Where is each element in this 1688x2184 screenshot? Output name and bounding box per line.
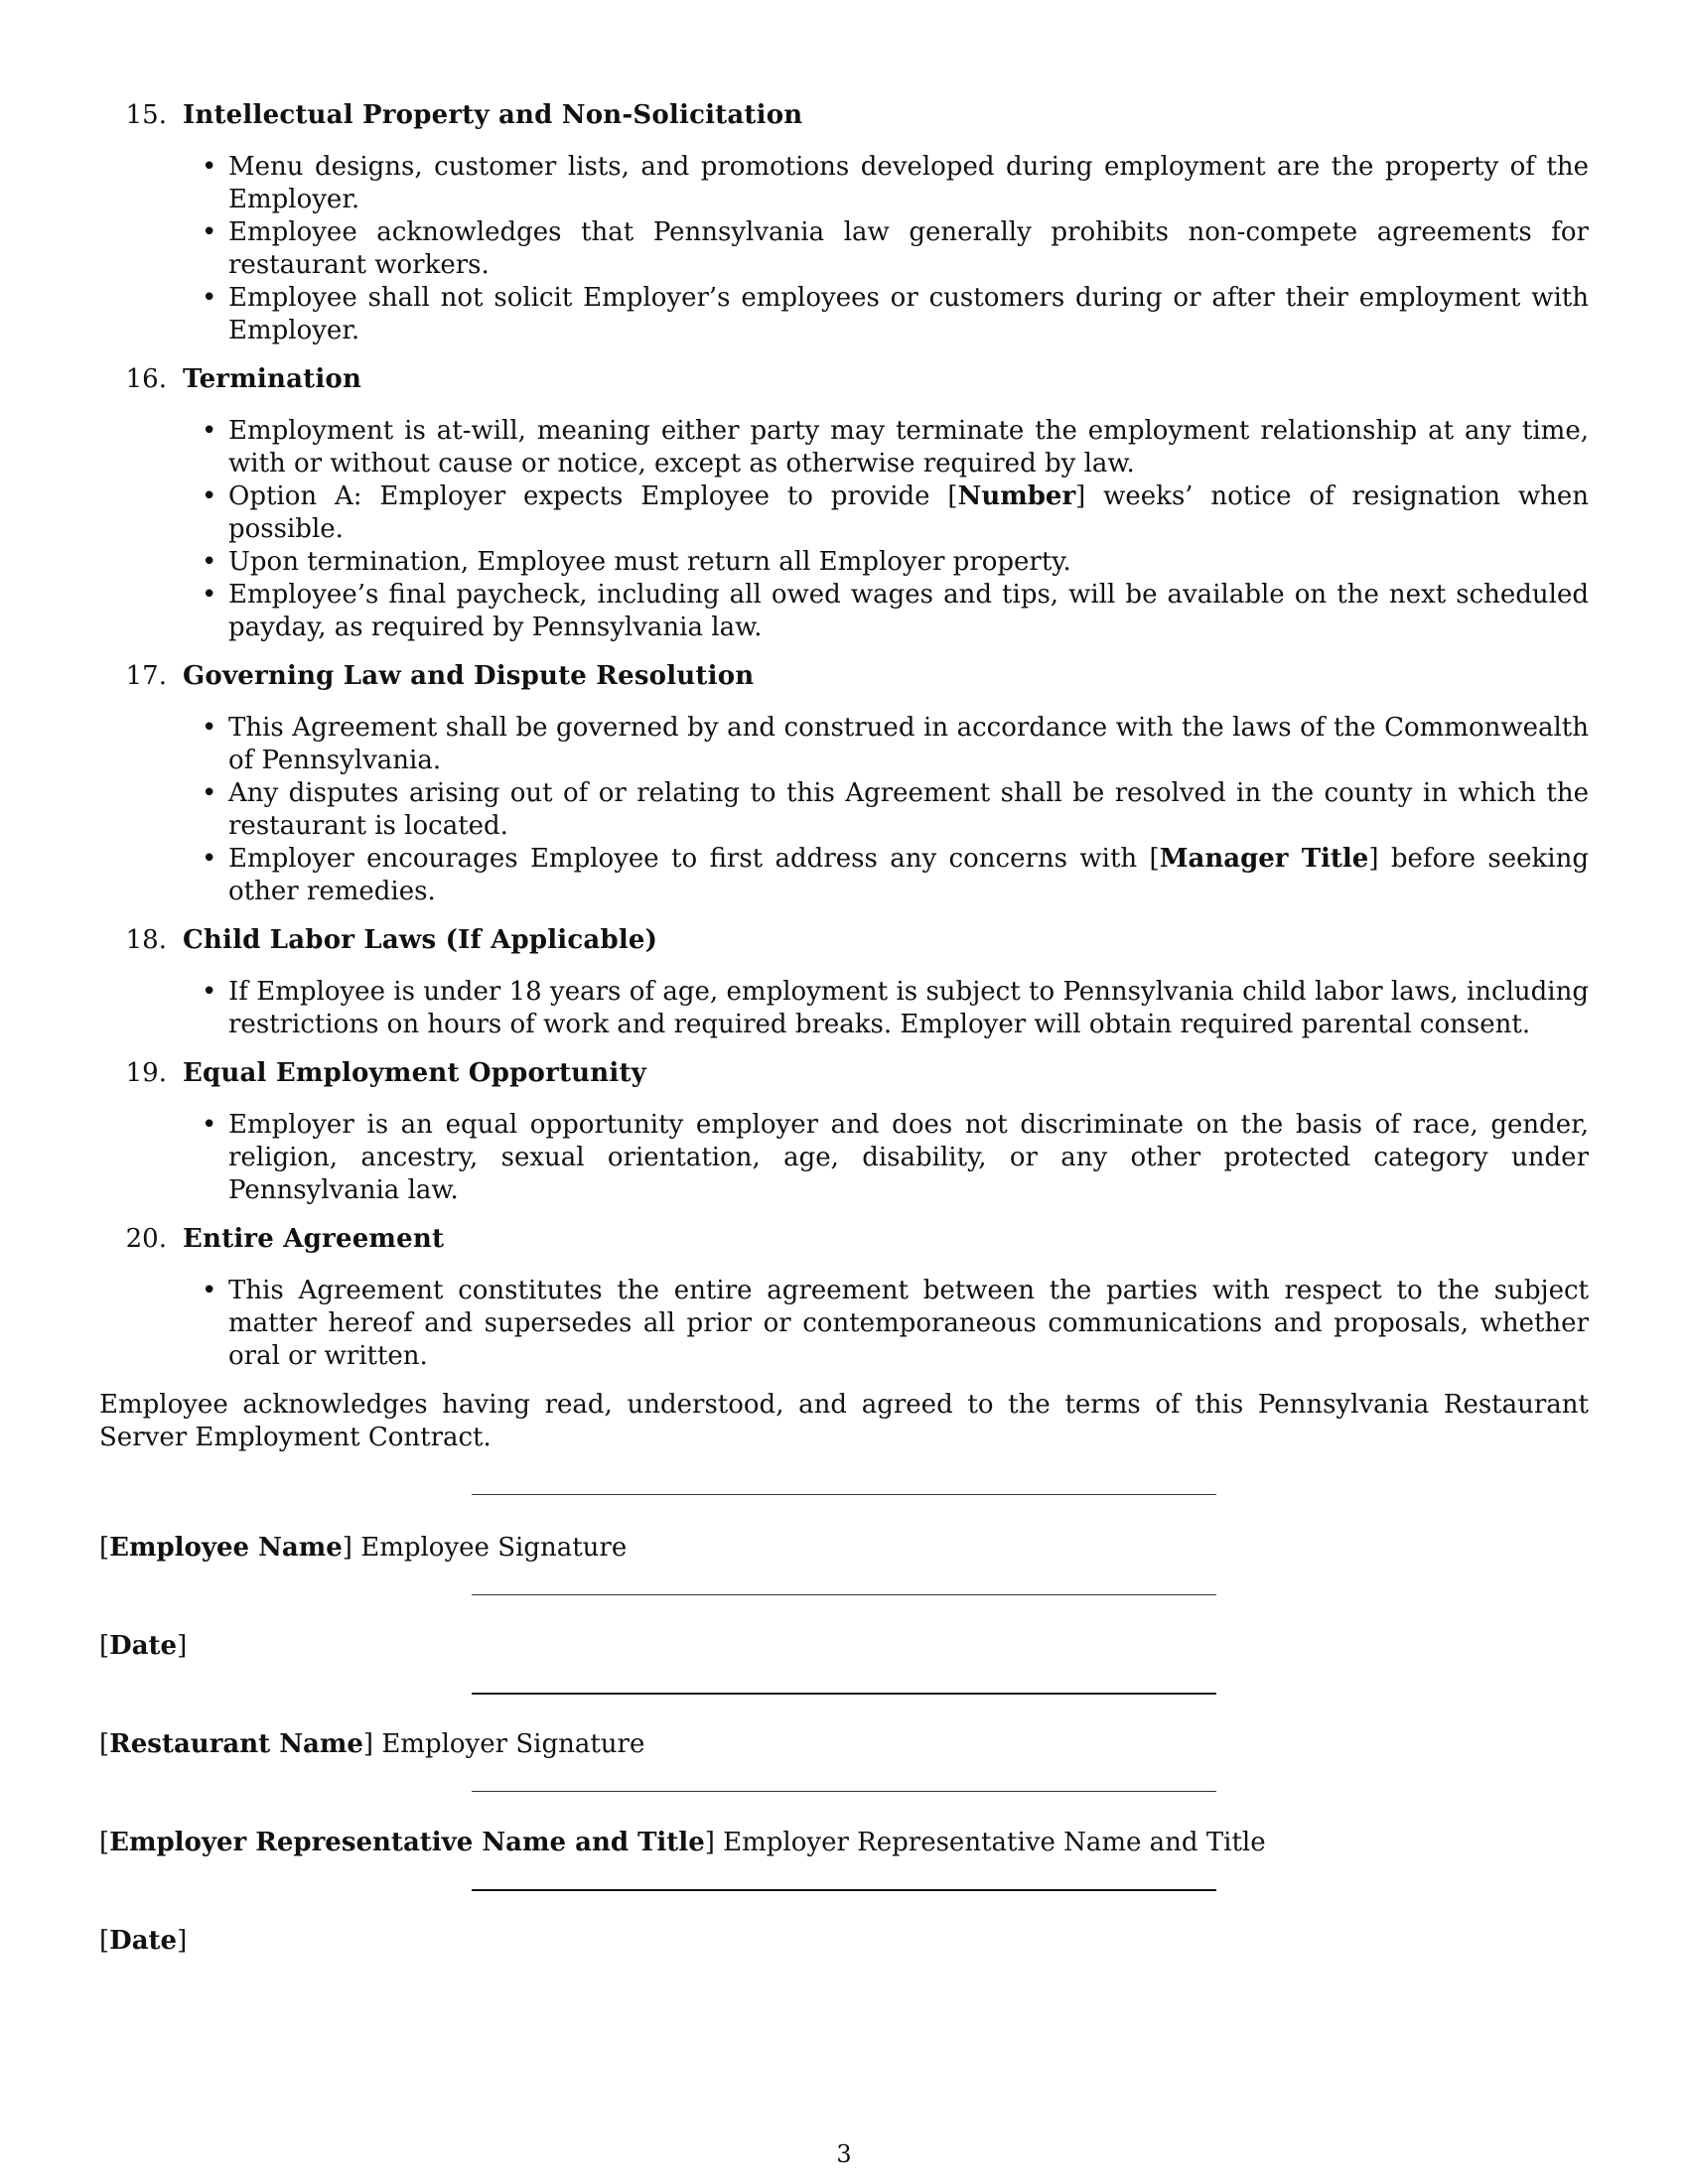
acknowledgment-paragraph: Employee acknowledges having read, understood, and agreed to the terms of this Pennsylvania Restaurant Server Employment Contract.	[99, 1390, 1589, 1452]
bullet-text: ] weeks’ notice of resignation when possible.	[228, 481, 1590, 544]
section	[99, 1057, 1589, 1207]
section-number: 17.	[125, 661, 167, 691]
bullet-item: • Menu designs, customer lists, and promotions developed during employment are the property of the Employer.	[228, 151, 1589, 216]
section-heading	[99, 99, 1589, 135]
page-number: 3	[836, 2140, 852, 2168]
section-heading	[99, 924, 1589, 960]
section	[99, 363, 1589, 644]
section	[99, 924, 1589, 1041]
signature-block	[99, 1749, 1589, 1857]
section-title: Entire Agreement	[183, 1224, 445, 1254]
placeholder-field: Date	[109, 1631, 178, 1661]
bullet-list	[99, 1275, 1589, 1373]
bullet-item: • Employee’s final paycheck, including all owed wages and tips, will be available on the next scheduled payday, as required by Pennsylvania law.	[228, 579, 1589, 644]
signature-line[interactable]	[472, 1889, 1216, 1891]
bullet-list	[99, 712, 1589, 908]
bullet-text: Option A: Employer expects Employee to provide [	[228, 481, 958, 511]
section-title: Equal Employment Opportunity	[183, 1058, 646, 1088]
bullet-item: • Employment is at-will, meaning either party may terminate the employment relationship at any time, with or without cause or notice, except as otherwise required by law.	[228, 415, 1589, 480]
bullet-item: • Employer is an equal opportunity employer and does not discriminate on the basis of race, gender, religion, ancestry, sexual orientation, age, disability, or any other protected category under Pennsylvania law.	[228, 1109, 1589, 1207]
placeholder-field: Employee Name	[109, 1533, 343, 1563]
signature-caption: Employer Signature	[381, 1729, 645, 1759]
signature-block	[99, 1553, 1589, 1661]
signature-caption: Employer Representative Name and Title	[723, 1828, 1266, 1857]
bullet-item: • This Agreement constitutes the entire agreement between the parties with respect to the subject matter hereof and supersedes all prior or contemporaneous communications and proposals, whether oral or written.	[228, 1275, 1589, 1373]
signature-block	[99, 1847, 1589, 1956]
bullet-item: • Any disputes arising out of or relating to this Agreement shall be resolved in the county in which the restaurant is located.	[228, 777, 1589, 843]
section-number: 15.	[125, 100, 167, 130]
signature-block	[99, 1454, 1589, 1563]
section-title: Intellectual Property and Non-Solicitation	[183, 100, 803, 130]
section-heading	[99, 1057, 1589, 1093]
placeholder-field: Restaurant Name	[109, 1729, 363, 1759]
bullet-list	[99, 1109, 1589, 1207]
bullet-list	[99, 976, 1589, 1041]
section-number: 16.	[125, 364, 167, 394]
bullet-item: • Employee acknowledges that Pennsylvania law generally prohibits non-compete agreements for restaurant workers.	[228, 216, 1589, 282]
bullet-item: • If Employee is under 18 years of age, employment is subject to Pennsylvania child labor laws, including restrictions on hours of work and required breaks. Employer will obtain required parental consent.	[228, 976, 1589, 1041]
bullet-text: ] before seeking other remedies.	[228, 844, 1589, 906]
sections-list	[99, 99, 1589, 1373]
signature-line[interactable]	[472, 1594, 1216, 1595]
section	[99, 1223, 1589, 1373]
bullet-item: • This Agreement shall be governed by and construed in accordance with the laws of the Commonwealth of Pennsylvania.	[228, 712, 1589, 777]
signature-label: [Restaurant Name] Employer Signature	[99, 1729, 645, 1759]
bullet-list	[99, 415, 1589, 644]
section-heading	[99, 660, 1589, 696]
section-title: Termination	[183, 364, 362, 394]
signature-line[interactable]	[472, 1494, 1216, 1495]
bullet-item: • Upon termination, Employee must return all Employer property.	[228, 546, 1589, 579]
signature-block	[99, 1651, 1589, 1759]
signature-label: [Employee Name] Employee Signature	[99, 1533, 628, 1563]
section-title: Child Labor Laws (If Applicable)	[183, 925, 658, 955]
section	[99, 99, 1589, 347]
signature-label: [Date]	[99, 1631, 188, 1661]
signature-line[interactable]	[472, 1693, 1216, 1695]
signature-label: [Employer Representative Name and Title] Employer Representative Name and Title	[99, 1828, 1266, 1857]
bullet-item	[228, 480, 1589, 546]
placeholder-field: Manager Title	[1159, 844, 1369, 874]
signature-area	[99, 1454, 1589, 1956]
placeholder-field: Number	[957, 481, 1076, 511]
placeholder-field: Date	[109, 1926, 178, 1956]
section-number: 18.	[125, 925, 167, 955]
signature-line[interactable]	[472, 1791, 1216, 1792]
bullet-item	[228, 843, 1589, 908]
signature-caption: Employee Signature	[360, 1533, 628, 1563]
section-title: Governing Law and Dispute Resolution	[183, 661, 755, 691]
section-heading	[99, 1223, 1589, 1259]
placeholder-field: Employer Representative Name and Title	[109, 1828, 705, 1857]
signature-label: [Date]	[99, 1926, 188, 1956]
section-heading	[99, 363, 1589, 399]
section-number: 19.	[125, 1058, 167, 1088]
section	[99, 660, 1589, 908]
bullet-text: Employer encourages Employee to first address any concerns with [	[228, 844, 1160, 874]
section-number: 20.	[125, 1224, 167, 1254]
contract-page	[99, 99, 1590, 1956]
bullet-item: • Employee shall not solicit Employer’s employees or customers during or after their employment with Employer.	[228, 282, 1589, 347]
bullet-list	[99, 151, 1589, 347]
